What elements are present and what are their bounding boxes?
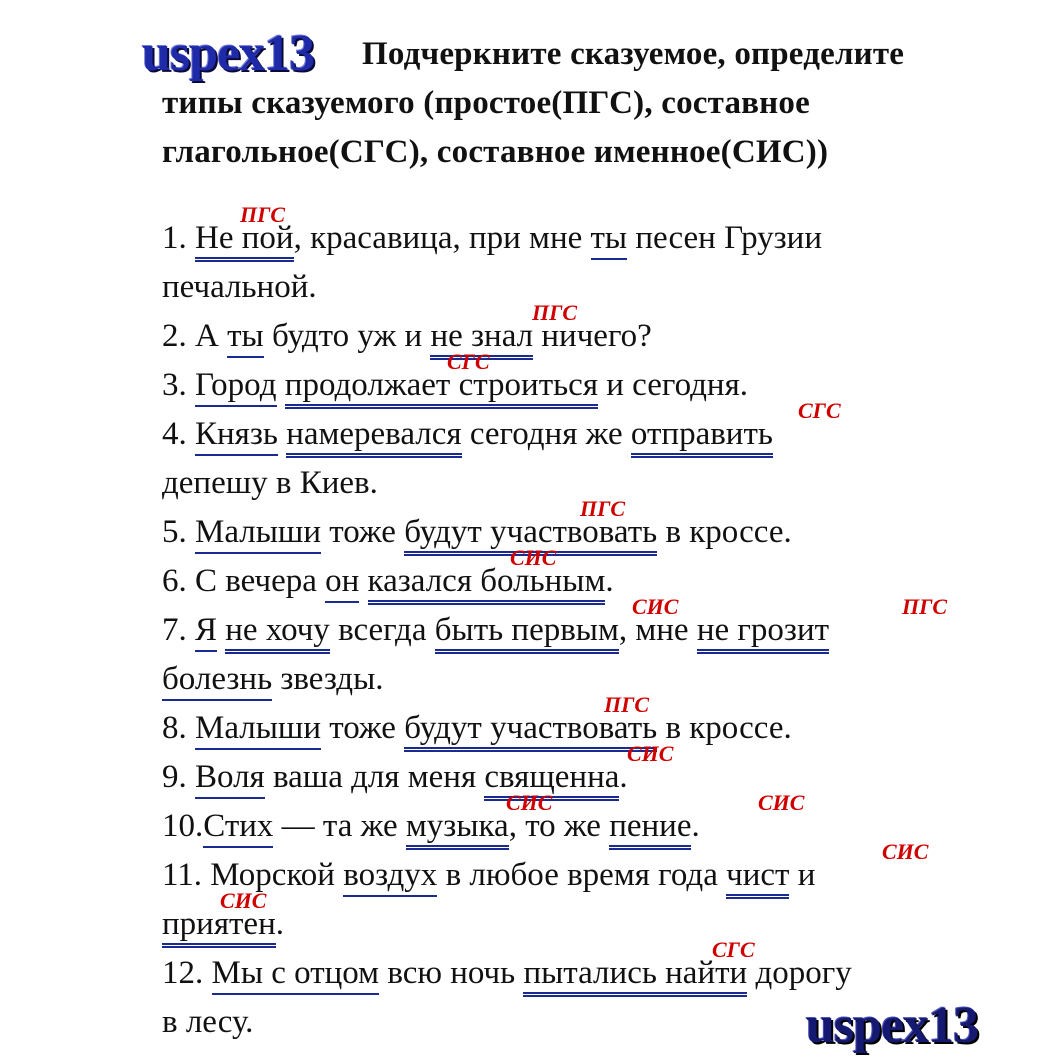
sentence-1-cont: печальной. [162,269,317,305]
sentence-2: 2. А ты будто уж и не знал ничего? ПГС [162,312,1040,361]
predicate: приятен [162,906,276,948]
sentence-12: 12. Мы с отцом всю ночь пытались найти дорогу СГС [162,949,1040,998]
predicate: не знал [430,318,533,360]
predicate-type-label: СИС [510,545,557,570]
predicate-type-label: ПГС [902,594,948,619]
sentence-4-cont: депешу в Киев. [162,465,378,501]
predicate: Не пой [195,220,294,262]
predicate-type-label: ПГС [580,496,626,521]
predicate: священна [484,759,619,801]
subject: Малыши [195,710,321,750]
subject: Я [195,612,217,652]
task-heading [162,30,1040,177]
watermark-logo-top: uspex13 [142,25,315,82]
predicate-type-label: СГС [798,398,841,423]
task-heading-line-2: типы сказуемого (простое(ПГС), составное [162,85,810,121]
predicate-type-label: СИС [758,790,805,815]
subject: Малыши [195,514,321,554]
predicate: пытались найти [523,955,747,997]
sentence-6: 6. С вечера он казался больным. СИС [162,557,1040,606]
sentence-3: 3. Город продолжает строиться и сегодня. СГС [162,361,1040,410]
predicate: музыка [406,808,509,850]
predicate-type-label: СГС [712,937,755,962]
sentence-11-cont: приятен. СИС [162,900,1040,949]
predicate: казался больным [368,563,606,605]
predicate: пение [609,808,691,850]
subject: Князь [195,416,278,456]
subject: Мы с отцом [212,955,380,995]
sentence-12-cont: в лесу. [162,1004,254,1040]
sentence-1: 1. Не пой, красавица, при мне ты песен Грузии ПГС [162,214,1040,263]
predicate: чист [726,857,789,899]
predicate-type-label: ПГС [532,300,578,325]
task-heading-line-1: Подчеркните сказуемое, определите [362,36,905,72]
predicate-type-label: СИС [632,594,679,619]
sentence-5: 5. Малыши тоже будут участвовать в кроссе. ПГС [162,508,1040,557]
sentence-4: 4. Князь намеревался сегодня же отправить СГС [162,410,1040,459]
predicate-type-label: СИС [220,888,267,913]
subject: Воля [195,759,265,799]
subject: ты [227,318,264,358]
predicate: намеревался [286,416,461,458]
subject: болезнь [162,661,272,701]
sentence-8: 8. Малыши тоже будут участвовать в кроссе. ПГС [162,704,1040,753]
sentence-10: 10.Стих — та же музыка, то же пение. СИС СИС [162,802,1040,851]
exercise-sentences [162,202,1040,1047]
sentence-7-cont: болезнь звезды. [162,655,1040,704]
predicate: продолжает строиться [285,367,598,409]
predicate-type-label: СИС [506,790,553,815]
predicate: быть первым [435,612,619,654]
sentence-9: 9. Воля ваша для меня священна. СИС [162,753,1040,802]
predicate-type-label: ПГС [604,692,650,717]
subject: воздух [343,857,437,897]
predicate-type-label: СИС [627,741,674,766]
sentence-7: 7. Я не хочу всегда быть первым, мне не грозит СИС ПГС [162,606,1040,655]
predicate: будут участвовать [404,514,657,556]
predicate-type-label: СГС [447,349,490,374]
watermark-logo-bottom: uspex13 [806,997,979,1054]
task-heading-line-3: глагольное(СГС), составное именное(СИС)) [162,134,829,170]
sentence-11: 11. Морской воздух в любое время года чист и СИС [162,851,1040,900]
predicate-type-label: ПГС [240,202,286,227]
subject: Стих [203,808,273,848]
subject: ты [591,220,628,260]
subject: Город [195,367,277,407]
predicate: не хочу [225,612,330,654]
subject: он [325,563,359,603]
predicate: будут участвовать [404,710,657,752]
predicate: не грозит [697,612,829,654]
predicate: отправить [631,416,773,458]
predicate-type-label: СИС [882,839,929,864]
